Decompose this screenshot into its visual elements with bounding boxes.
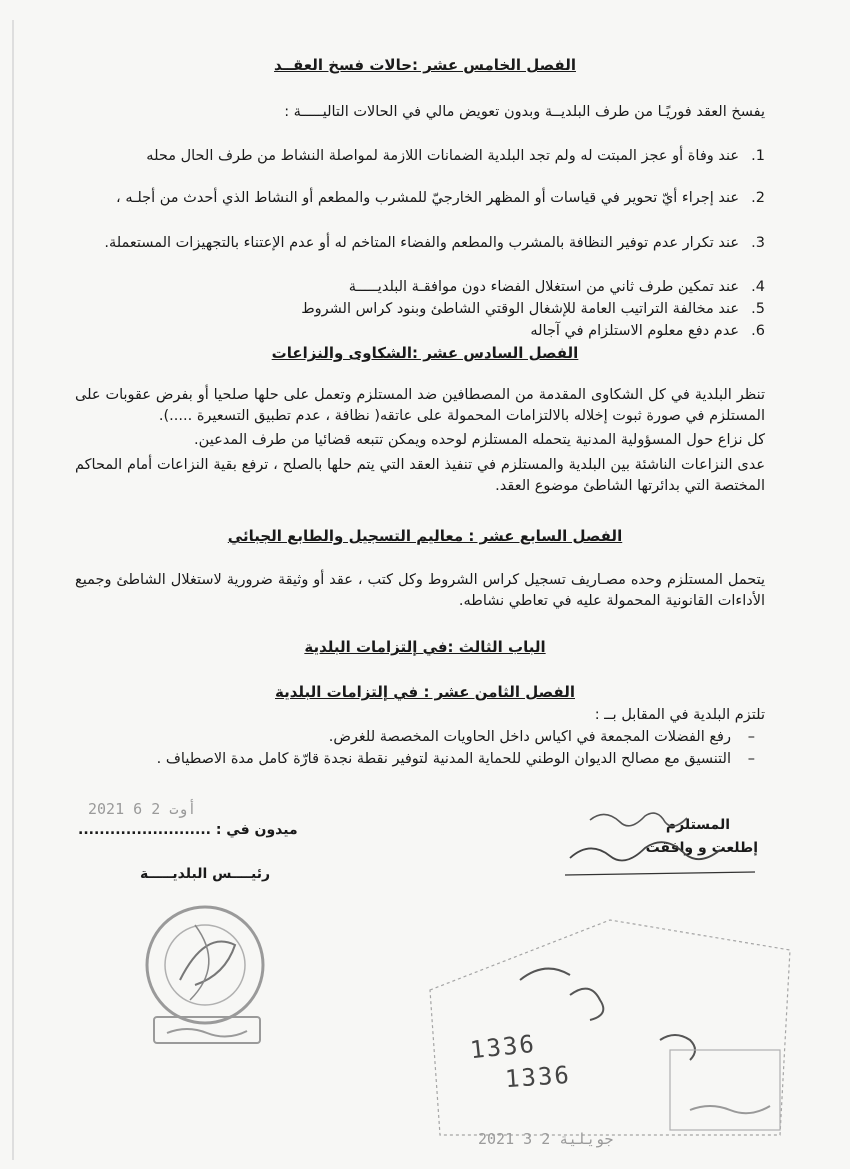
list-item <box>85 277 765 298</box>
section15-intro: يفسخ العقد فوريًـا من طرف البلديــة وبدون تعويض مالي في الحالات التاليـــــة : <box>284 104 765 120</box>
section15-title: الفصل الخامس عشر :حالات فسخ العقــد <box>274 56 576 74</box>
signed-at-label: ميدون في : ......................... <box>78 822 298 838</box>
list-item <box>85 146 765 167</box>
municipality-seal-icon <box>135 895 275 1035</box>
section16-paragraph-2: كل نزاع حول المسؤولية المدنية يتحمله المستلزم لوحده ويمكن تتبعه قضائيا من طرف المدعين. <box>194 432 765 448</box>
item-number: 5. <box>751 301 765 317</box>
list-item <box>85 233 765 254</box>
section16-paragraph-1: تنظر البلدية في كل الشكاوى المقدمة من المصطافين ضد المستلزم وتعمل على حلها صلحيا أو بفرض عقوبات على المستلزم في صورة ثبوت إخلاله بالالتزامات المحمولة على عاتقه( نظافة ، عدم تطبيق التسعيرة .....). <box>75 387 765 424</box>
stamp-date-bottom: 2021 جويلية 2 3 <box>478 1130 614 1148</box>
item-text: عند تكرار عدم توفير النظافة بالمشرب والمطعم والفضاء المتاخم له أو عدم الإعتناء بالتجهيزات المستعملة. <box>104 235 739 251</box>
scan-edge <box>12 20 14 1160</box>
official-name-stamp-icon <box>152 1015 262 1045</box>
section17-paragraph: يتحمل المستلزم وحده مصـاريف تسجيل كراس الشروط وكل كتب ، عقد أو وثيقة ضرورية لاستغلال الشاطئ وجميع الأداءات القانونية المحمولة عليه في تعاطي نشاطه. <box>75 572 765 609</box>
item-number: 1. <box>751 148 765 164</box>
section17-title: الفصل السابع عشر : معاليم التسجيل والطابع الجبائي <box>227 527 623 545</box>
section16-paragraph-3: عدى النزاعات الناشئة بين البلدية والمستلزم في تنفيذ العقد التي يتم حلها بالصلح ، ترفع بقية النزاعات أمام المحاكم المختصة التي بدائرتها الشاطئ موضوع العقد. <box>75 457 765 494</box>
item-number: 2. <box>751 190 765 206</box>
stamp-number: 1336 <box>468 1029 538 1065</box>
approved-label: إطلعت و وافقت <box>645 840 758 856</box>
bullet-mark: – <box>747 729 755 745</box>
bullet-item <box>95 729 755 745</box>
item-number: 6. <box>751 323 765 339</box>
section18-intro: تلتزم البلدية في المقابل بــ : <box>594 707 765 723</box>
item-number: 4. <box>751 279 765 295</box>
stamp-date-top: 2021 أوت 2 6 <box>88 800 197 818</box>
contractor-signature-icon <box>560 800 760 880</box>
contractor-label: المستلزم <box>665 817 730 833</box>
section16-title: الفصل السادس عشر :الشكاوى والنزاعات <box>271 344 579 362</box>
item-text: عدم دفع معلوم الاستلزام في آجاله <box>530 323 739 339</box>
section18-title: الفصل الثامن عشر : في إلتزامات البلدية <box>275 683 575 701</box>
item-text: عند مخالفة التراتيب العامة للإشغال الوقتي الشاطئ وبنود كراس الشروط <box>301 301 739 317</box>
stamp-number-copy: 1336 <box>504 1060 572 1094</box>
bullet-text: التنسيق مع مصالح الديوان الوطني للحماية المدنية لتوفير نقطة نجدة قارّة كامل مدة الاصطياف . <box>156 751 731 767</box>
item-text: عند وفاة أو عجز المبتت له ولم تجد البلدية الضمانات اللازمة لمواصلة النشاط من طرف الحال محله <box>146 148 739 164</box>
bullet-item <box>95 751 755 767</box>
chapter3-title: الباب الثالث :في إلتزامات البلدية <box>304 638 546 656</box>
item-text: عند إجراء أيّ تحوير في قياسات أو المظهر الخارجيّ للمشرب والمطعم أو النشاط الذي أحدث من أجلـه ، <box>116 190 739 206</box>
item-number: 3. <box>751 235 765 251</box>
bullet-text: رفع الفضلات المجمعة في اكياس داخل الحاويات المخصصة للغرض. <box>328 729 731 745</box>
list-item <box>85 188 765 209</box>
registration-stamp-icon <box>420 900 800 1140</box>
list-item <box>85 299 765 320</box>
item-text: عند تمكين طرف ثاني من استغلال الفضاء دون موافقـة البلديـــــة <box>348 279 739 295</box>
mayor-label: رئيــــس البلديـــــة <box>140 866 271 882</box>
bullet-mark: – <box>747 751 755 767</box>
list-item <box>85 321 765 342</box>
